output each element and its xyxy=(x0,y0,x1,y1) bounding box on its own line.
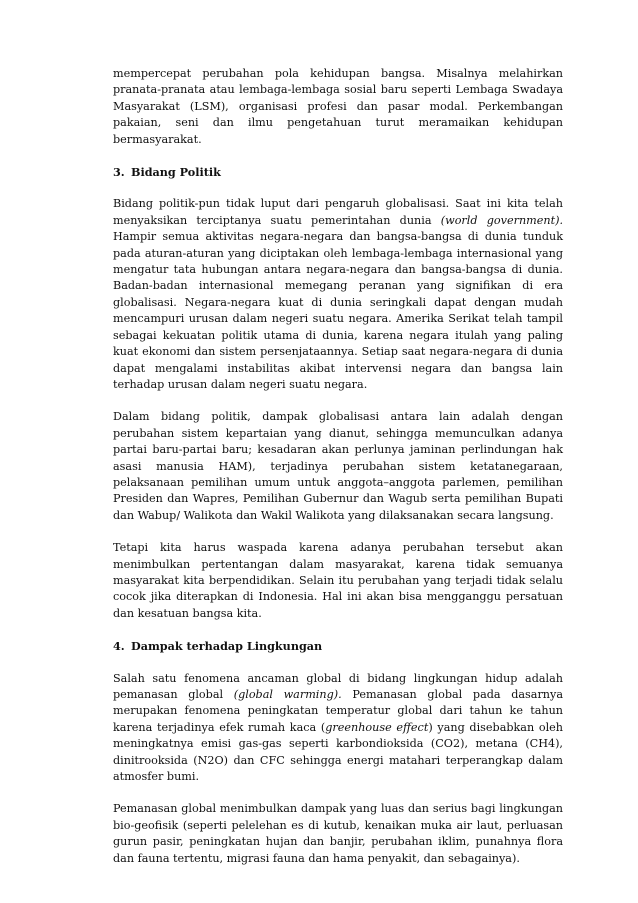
paragraph-politics-caution: Tetapi kita harus waspada karena adanya perubahan tersebut akan menimbulkan pertentangan dalam masyarakat, karena tidak semuanya masyarakat kita berpendidikan. Selain itu perubahan yang terjadi tidak selalu cocok jika diterapkan di Indonesia. Hal ini akan bisa mengganggu persatuan dan kesatuan bangsa kita. xyxy=(113,541,563,620)
paragraph-social-change: mempercepat perubahan pola kehidupan bangsa. Misalnya melahirkan pranata-pranata atau lembaga-lembaga sosial baru seperti Lembaga Swadaya Masyarakat (LSM), organisasi profesi dan pasar modal. Perkembangan pakaian, seni dan ilmu pengetahuan turut meramaikan kehidupan bermasyarakat. xyxy=(113,67,563,146)
section-number: 4. xyxy=(113,639,125,654)
text-run: ) yang disebabkan oleh meningkatnya emisi gas-gas seperti karbondioksida (CO2), metana (CH4), dinitrooksida (N2O) dan CFC sehingga energi matahari terperangkap dalam atmosfer bumi. xyxy=(113,720,564,784)
document-page xyxy=(113,66,563,883)
text-run: Bidang politik-pun tidak luput dari pengaruh globalisasi. Saat ini kita telah menyaksikan terciptanya suatu pemerintahan dunia xyxy=(113,197,563,227)
text-run: Hampir semua aktivitas negara-negara dan bangsa-bangsa di dunia tunduk pada aturan-aturan yang diciptakan oleh lembaga-lembaga internasional yang mengatur tata hubungan antara negara-negara dan bangsa-bangsa di dunia. Badan-badan internasional memegang peranan yang signifikan di era globalisasi. Negara-negara kuat di dunia seringkali dapat dengan mudah mencampuri urusan dalam negeri suatu negara. Amerika Serikat telah tampil sebagai kekuatan politik utama di dunia, karena negara itulah yang paling kuat ekonomi dan sistem persenjataannya. Setiap saat negara-negara di dunia dapat mengalami instabilitas akibat intervensi negara dan bangsa lain terhadap urusan dalam negeri suatu negara. xyxy=(113,230,563,391)
paragraph-politics-world-government xyxy=(113,196,563,393)
text-run: Pemanasan global pada dasarnya merupakan fenomena peningkatan temperatur global dari tahun ke tahun karena terjadinya efek rumah kaca ( xyxy=(113,688,563,734)
section-heading-environment xyxy=(113,638,563,654)
section-heading-politics xyxy=(113,164,563,180)
italic-term: greenhouse effect xyxy=(325,720,429,734)
section-number: 3. xyxy=(113,165,125,180)
italic-term: (world government). xyxy=(440,213,563,227)
text-run: Salah satu fenomena ancaman global di bidang lingkungan hidup adalah pemanasan global xyxy=(113,671,563,701)
italic-term: (global warming). xyxy=(233,688,342,701)
paragraph-global-warming xyxy=(113,671,563,786)
paragraph-politics-impact: Dalam bidang politik, dampak globalisasi antara lain adalah dengan perubahan sistem kepartaian yang dianut, sehingga memunculkan adanya partai baru-partai baru; kesadaran akan perlunya jaminan perlindungan hak asasi manusia HAM), terjadinya perubahan sistem ketatanegaraan, pelaksanaan pemilihan umum untuk anggota–anggota parlemen, pemilihan Presiden dan Wapres, Pemilihan Gubernur dan Wagub serta pemilihan Bupati dan Wabup/ Walikota dan Wakil Walikota yang dilaksanakan secara langsung. xyxy=(113,410,563,522)
section-title: Dampak terhadap Lingkungan xyxy=(131,639,323,654)
paragraph-global-warming-effects: Pemanasan global menimbulkan dampak yang luas dan serius bagi lingkungan bio-geofisik (seperti pelelehan es di kutub, kenaikan muka air laut, perluasan gurun pasir, peningkatan hujan dan banjir, perubahan iklim, punahnya flora dan fauna tertentu, migrasi fauna dan hama penyakit, dan sebagainya). xyxy=(113,802,563,865)
section-title: Bidang Politik xyxy=(131,165,221,180)
